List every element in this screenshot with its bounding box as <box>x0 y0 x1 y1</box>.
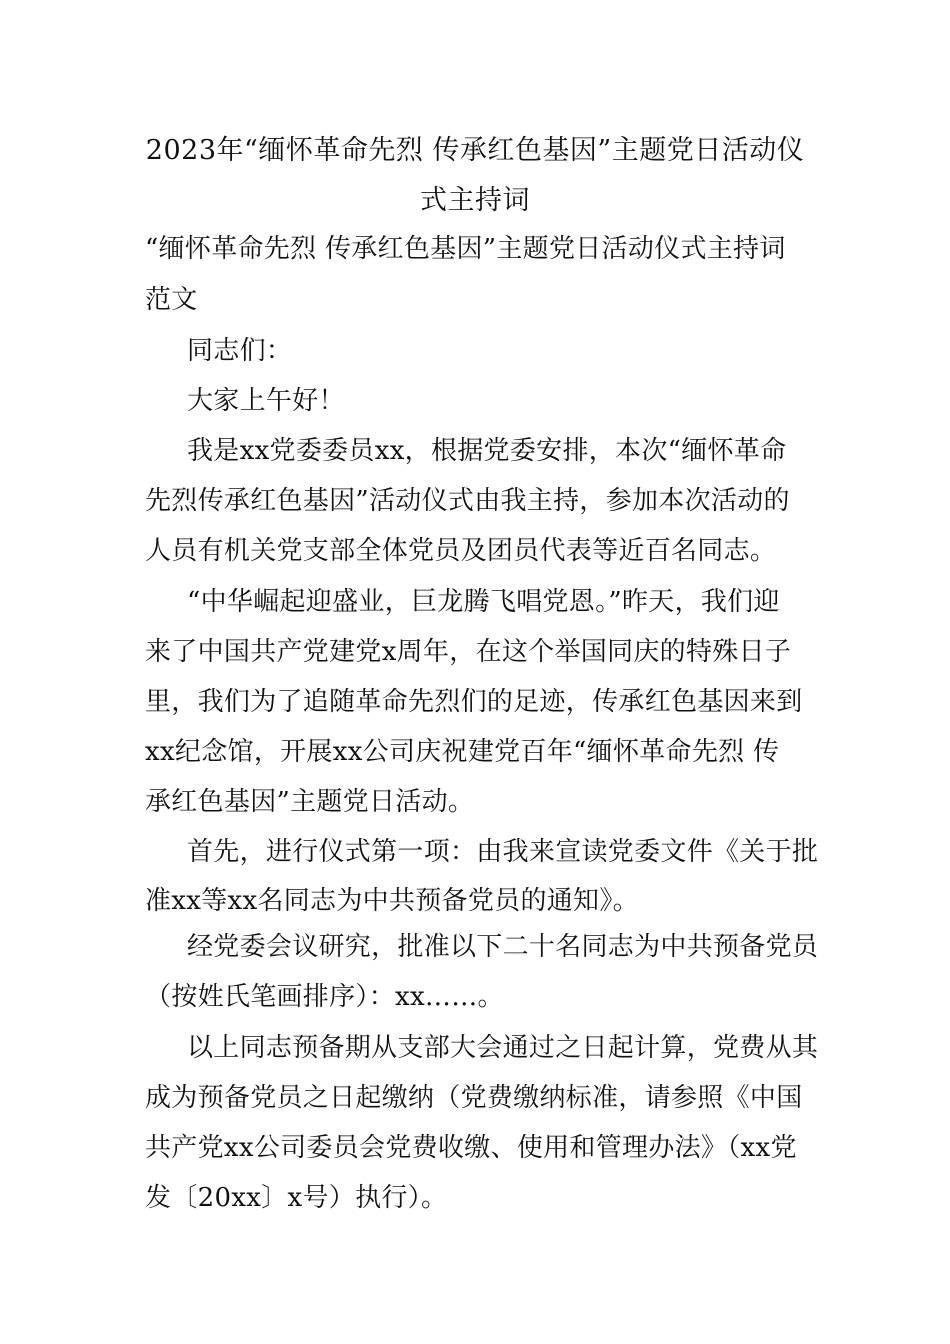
subtitle-line-2: 范文 <box>145 285 198 315</box>
paragraph-anniversary-line-1: “中华崛起迎盛业，巨龙腾飞唱党恩。”昨天，我们迎 <box>187 587 780 617</box>
paragraph-good-morning: 大家上午好！ <box>187 386 345 416</box>
paragraph-dues-line-4: 发〔20xx〕x号）执行）。 <box>145 1183 448 1213</box>
document-title-line-1: 2023年“缅怀革命先烈 传承红色基因”主题党日活动仪 <box>145 135 805 166</box>
subtitle-line-1: “缅怀革命先烈 传承红色基因”主题党日活动仪式主持词 <box>145 234 786 264</box>
paragraph-dues-line-1: 以上同志预备期从支部大会通过之日起计算，党费从其 <box>187 1033 819 1063</box>
document-title-line-2: 式主持词 <box>420 185 530 216</box>
paragraph-approval-line-2: （按姓氏笔画排序）：xx……。 <box>145 982 504 1012</box>
paragraph-anniversary-line-3: 里，我们为了追随革命先烈们的足迹，传承红色基因来到 <box>145 687 803 717</box>
paragraph-intro-line-3: 人员有机关党支部全体党员及团员代表等近百名同志。 <box>145 536 777 566</box>
paragraph-anniversary-line-2: 来了中国共产党建党x周年，在这个举国同庆的特殊日子 <box>145 637 792 667</box>
paragraph-dues-line-2: 成为预备党员之日起缴纳（党费缴纳标准，请参照《中国 <box>145 1083 803 1113</box>
paragraph-greeting: 同志们： <box>187 336 293 366</box>
paragraph-dues-line-3: 共产党xx公司委员会党费收缴、使用和管理办法》（xx党 <box>145 1133 797 1163</box>
paragraph-anniversary-line-5: 承红色基因”主题党日活动。 <box>145 787 475 817</box>
paragraph-intro-line-1: 我是xx党委委员xx，根据党委安排，本次“缅怀革命 <box>187 436 787 466</box>
paragraph-approval-line-1: 经党委会议研究，批准以下二十名同志为中共预备党员 <box>187 932 819 962</box>
paragraph-first-item-line-2: 准xx等xx名同志为中共预备党员的通知》。 <box>145 886 639 916</box>
paragraph-anniversary-line-4: xx纪念馆，开展xx公司庆祝建党百年“缅怀革命先烈 传 <box>145 737 780 767</box>
paragraph-intro-line-2: 先烈传承红色基因”活动仪式由我主持，参加本次活动的 <box>145 486 790 516</box>
paragraph-first-item-line-1: 首先，进行仪式第一项：由我来宣读党委文件《关于批 <box>187 837 819 867</box>
